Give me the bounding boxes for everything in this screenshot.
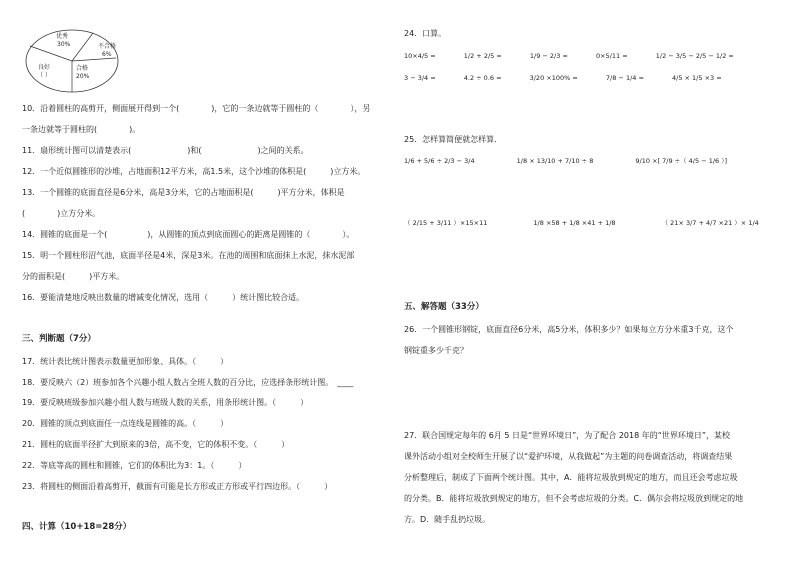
question-22: 22．等底等高的圆柱和圆锥，它们的体积比为3：1。（ ） [22,461,247,470]
question-10-line-2: 一条边就等于圆柱的( )。 [22,125,141,134]
q24-item: 1/9 − 2/3 = [529,52,568,60]
q24-item: 4/5 × 1/5 ×3 = [672,74,722,82]
q25-item: 1/8 × 13/10 + 7/10 ÷ 8 [516,157,594,165]
q25-item: 9/10 ×[ 7/9 ÷（ 4/5 − 1/6 ）] [635,157,728,165]
pie-label-good-pct: （ ） [37,72,51,79]
question-20: 20．圆锥的顶点到底面任一点连线是圆锥的高。（ ） [22,419,229,428]
section-5-title: 五、解答题（33分） [404,302,484,312]
question-13-line-1: 13．一个圆锥的底面直径是6分米，高是3分米，它的占地面积是( )平方分米，体积是 [22,188,345,197]
question-11: 11．扇形统计图可以清楚表示( )和( )之间的关系。 [22,146,309,155]
q24-item: 10×4/5 = [404,52,436,60]
pie-label-pass-pct: 20% [76,73,90,80]
question-26-line-2: 钢锭重多少千克？ [404,346,468,355]
pie-label-excellent: 优秀 [56,33,69,40]
q24-row-2 [404,74,748,82]
q25-row-1 [404,157,767,165]
question-12: 12．一个近似圆锥形的沙堆，占地面积12平方米，高1.5米，这个沙堆的体积是( )立方米。 [22,167,366,176]
question-18: 18．要反映六（2）班参加各个兴趣小组人数占全班人数的百分比，应选择条形统计图。 ____ [22,378,354,387]
pie-label-fail: 不合格 [98,43,117,50]
question-27-line-5: 方。D．随手乱扔垃圾。 [404,515,491,524]
q24-item: 4.2 ÷ 0.6 = [463,74,502,82]
question-10-line-1: 10．沿着圆柱的高剪开，侧面展开得到一个( )，它的一条边就等于圆柱的（ ），另 [22,104,371,113]
question-27-line-1: 27．联合国规定每年的 6月 5 日是“世界环境日”，为了配合 2018 年的“世界环境日”，某校 [404,431,731,440]
section-4-title: 四、计算（10+18=28分） [22,522,132,532]
question-23: 23．将圆柱的侧面沿着高剪开，截面有可能是长方形或正方形或平行四边形。（ ） [22,482,333,491]
pie-divider-3 [72,58,116,61]
q24-item: 3 − 3/4 = [404,74,436,82]
question-27-line-3: 分析整理后，制成了下面两个统计图。其中，A．能将垃圾放到规定的地方，而且还会考虑垃圾 [404,473,738,482]
section-3-title: 三、判断题（7分） [22,334,96,344]
pie-label-fail-pct: 6% [102,51,112,58]
question-17: 17．统计表比统计图表示数量更加形象、具体。（ ） [22,357,229,366]
q25-row-2 [404,219,794,227]
q24-row-1 [404,52,760,60]
q25-item: 1/8 ×58 + 1/8 ×41 + 1/8 [533,219,616,227]
q24-item: 7/8 − 1/4 = [605,74,644,82]
question-16: 16．要能清楚地反映出数量的增减变化情况，选用（ ）统计图比较合适。 [22,293,305,302]
question-15-line-2: 分的面积是( )平方米。 [22,272,125,281]
q24-item: 3/20 ×100% = [529,74,578,82]
question-14: 14．圆锥的底面是一个( )，从圆锥的顶点到底面圆心的距离是圆锥的（ ）。 [22,230,355,239]
q24-item: 1/2 − 3/5 − 2/5 − 1/2 = [655,52,734,60]
pie-label-excellent-pct: 30% [57,41,71,48]
pie-divider-1 [30,46,72,61]
question-13-line-2: ( )立方分米。 [22,209,101,218]
question-24-title: 24．口算。 [404,29,447,38]
pie-divider-2 [72,33,93,61]
q24-item: 1/2 + 2/5 = [463,52,502,60]
q25-item: 1/6 + 5/6 ÷ 2/3 − 3/4 [404,157,475,165]
question-26-line-1: 26．一个圆锥形钢锭，底面直径6分米，高5分米，体积多少？如果每立方分米重3千克，这个 [404,325,734,334]
q25-item: （ 21× 3/7 + 4/7 ×21 ）× 1/4 [661,219,759,227]
pie-label-pass: 合格 [76,65,89,72]
question-19: 19．要反映班级参加兴趣小组人数与班级人数的关系，用条形统计图。（ ） [22,398,309,407]
question-21: 21．圆柱的底面半径扩大到原来的3倍，高不变，它的体积不变。（ ） [22,440,290,449]
question-27-line-4: 的分类。B．能将垃圾放到规定的地方，但不会考虑垃圾的分类。C．偶尔会将垃圾放到规定的地 [404,494,744,503]
pie-chart [20,24,130,94]
q25-item: （ 2/15 + 3/11 ）×15×11 [404,219,488,227]
pie-label-good: 良好 [38,64,51,71]
q24-item: 0×5/11 = [595,52,628,60]
question-25-title: 25．怎样算简便就怎样算． [404,135,503,144]
question-15-line-1: 15．明一个圆柱形沼气池，底面半径是4米，深是3米。在池的周围和底面抹上水泥，抹水泥部 [22,251,355,260]
question-27-line-2: 课外活动小组对全校师生开展了以“爱护环境，从我做起”为主题的问卷调查活动，将调查结果 [404,452,733,461]
